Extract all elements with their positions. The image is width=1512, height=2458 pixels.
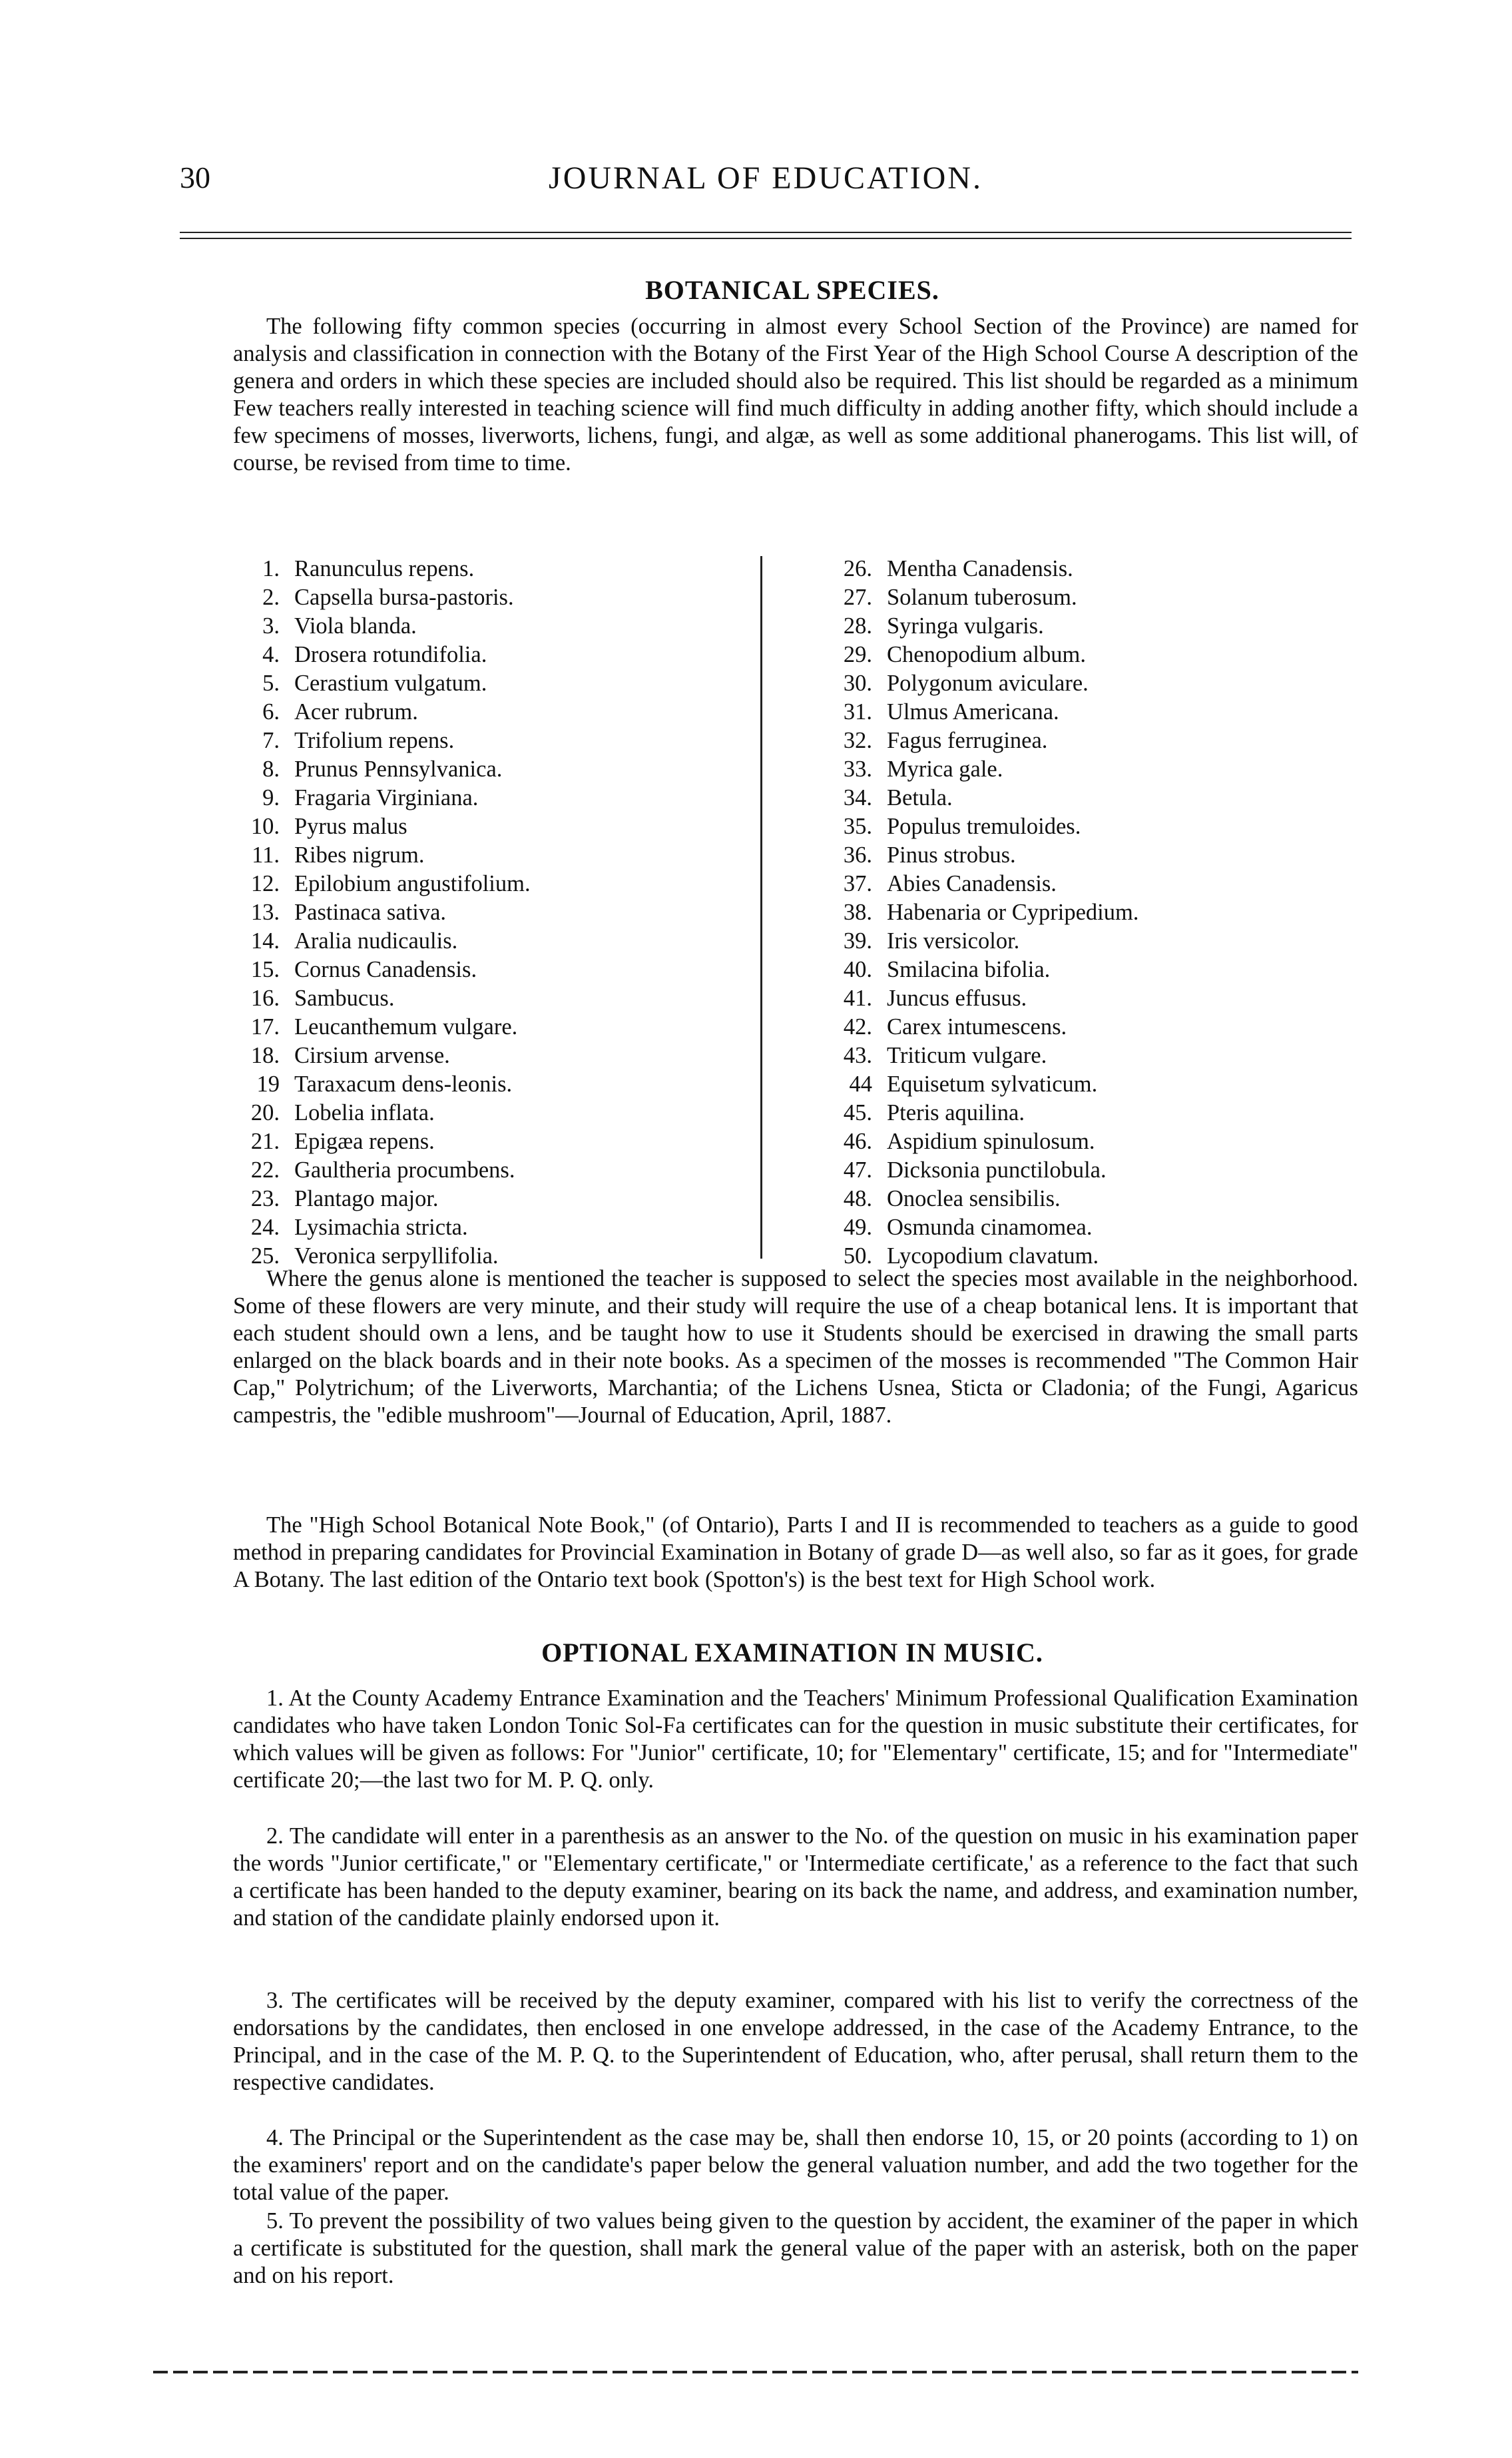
species-name: Abies Canadensis.: [887, 871, 1057, 896]
species-name: Cerastium vulgatum.: [294, 671, 487, 696]
species-number: 14.: [250, 928, 280, 954]
species-name: Gaultheria procumbens.: [294, 1157, 515, 1183]
species-item: [220, 956, 531, 984]
species-name: Ribes nigrum.: [294, 842, 425, 868]
column-divider: [760, 556, 762, 1259]
species-number: 20.: [250, 1100, 280, 1125]
species-item: [812, 1213, 1138, 1242]
species-name: Carex intumescens.: [887, 1014, 1067, 1040]
species-number: 6.: [262, 699, 280, 725]
species-list-left: [220, 555, 531, 1271]
species-name: Juncus effusus.: [887, 986, 1027, 1011]
species-name: Plantago major.: [294, 1186, 439, 1211]
species-number: 19: [256, 1072, 280, 1097]
species-number: 33.: [843, 757, 872, 782]
species-name: Acer rubrum.: [294, 699, 418, 725]
species-number: 43.: [843, 1043, 872, 1068]
species-list-right: [812, 555, 1138, 1271]
botanical-intro: The following fifty common species (occurring in almost every School Section of the Province) are named for analysis and classification in connection with the Botany of the First Year of the High School Course A description of the genera and orders in which these species are included should also be required. This list should be regarded as a minimum Few teachers really interested in teaching science will find much difficulty in adding another fifty, which should include a few specimens of mosses, liverworts, lichens, fungi, and algæ, as well as some additional phanerogams. This list will, of course, be revised from time to time.: [233, 314, 1358, 475]
species-name: Betula.: [887, 785, 953, 810]
species-name: Cirsium arvense.: [294, 1043, 450, 1068]
species-number: 39.: [843, 928, 872, 954]
species-name: Taraxacum dens-leonis.: [294, 1072, 513, 1097]
species-number: 31.: [843, 699, 872, 725]
species-name: Populus tremuloides.: [887, 814, 1081, 839]
species-name: Veronica serpyllifolia.: [294, 1243, 499, 1269]
species-item: [220, 1213, 531, 1242]
species-number: 17.: [250, 1014, 280, 1040]
header-rule: [180, 232, 1352, 233]
species-number: 24.: [250, 1215, 280, 1240]
species-item: [812, 1013, 1138, 1042]
species-number: 35.: [843, 814, 872, 839]
species-name: Smilacina bifolia.: [887, 957, 1051, 982]
species-name: Dicksonia punctilobula.: [887, 1157, 1107, 1183]
species-name: Pteris aquilina.: [887, 1100, 1025, 1125]
species-number: 40.: [843, 957, 872, 982]
species-number: 22.: [250, 1157, 280, 1183]
species-number: 28.: [843, 613, 872, 639]
species-name: Solanum tuberosum.: [887, 585, 1077, 610]
species-item: [220, 1127, 531, 1156]
species-number: 3.: [262, 613, 280, 639]
species-name: Pinus strobus.: [887, 842, 1016, 868]
species-name: Habenaria or Cypripedium.: [887, 900, 1139, 925]
species-item: [812, 669, 1138, 698]
species-name: Mentha Canadensis.: [887, 556, 1073, 581]
music-item-1: 1. At the County Academy Entrance Examination and the Teachers' Minimum Professional Qualification Examination candidates who have taken London Tonic Sol-Fa certificates can for the question in music substitute their certificates, for which values will be given as follows: For "Junior" certificate, 10; for "Elementary" certificate, 15; and for "Intermediate" certificate 20;—the last two for M. P. Q. only.: [233, 1686, 1358, 1793]
species-number: 46.: [843, 1129, 872, 1154]
species-number: 44: [849, 1072, 872, 1097]
species-name: Lobelia inflata.: [294, 1100, 435, 1125]
species-item: [812, 612, 1138, 641]
species-number: 48.: [843, 1186, 872, 1211]
species-name: Epigæa repens.: [294, 1129, 435, 1154]
species-number: 15.: [250, 957, 280, 982]
species-number: 13.: [250, 900, 280, 925]
species-item: [812, 870, 1138, 898]
species-number: 12.: [250, 871, 280, 896]
species-name: Chenopodium album.: [887, 642, 1086, 667]
species-number: 34.: [843, 785, 872, 810]
species-name: Syringa vulgaris.: [887, 613, 1044, 639]
species-item: [812, 1127, 1138, 1156]
species-item: [220, 669, 531, 698]
species-name: Pyrus malus: [294, 814, 407, 839]
species-item: [220, 1042, 531, 1070]
species-item: [812, 755, 1138, 784]
species-name: Sambucus.: [294, 986, 395, 1011]
species-number: 32.: [843, 728, 872, 753]
species-name: Viola blanda.: [294, 613, 417, 639]
species-name: Osmunda cinamomea.: [887, 1215, 1093, 1240]
species-item: [220, 870, 531, 898]
species-name: Fagus ferruginea.: [887, 728, 1048, 753]
species-number: 9.: [262, 785, 280, 810]
species-number: 18.: [250, 1043, 280, 1068]
species-name: Equisetum sylvaticum.: [887, 1072, 1098, 1097]
species-item: [220, 984, 531, 1013]
species-number: 38.: [843, 900, 872, 925]
species-item: [220, 727, 531, 755]
species-number: 42.: [843, 1014, 872, 1040]
species-number: 8.: [262, 757, 280, 782]
species-number: 26.: [843, 556, 872, 581]
species-item: [812, 841, 1138, 870]
species-number: 47.: [843, 1157, 872, 1183]
music-item-2: 2. The candidate will enter in a parenthesis as an answer to the No. of the question on music in his examination paper the words "Junior certificate," or "Elementary certificate," or 'Intermediate certificate,' as a reference to the fact that such a certificate has been handed to the deputy examiner, bearing on its back the name, and address, and examination number, and station of the candidate plainly endorsed upon it.: [233, 1823, 1358, 1931]
species-number: 25.: [250, 1243, 280, 1269]
species-item: [220, 1099, 531, 1127]
species-name: Leucanthemum vulgare.: [294, 1014, 518, 1040]
music-item-3: 3. The certificates will be received by the deputy examiner, compared with his list to verify the correctness of the endorsations by the candidates, then enclosed in one envelope addressed, in the case of the Academy Entrance, to the Principal, and in the case of the M. P. Q. to the Superintendent of Education, who, after perusal, shall return them to the respective candidates.: [233, 1988, 1358, 2095]
species-number: 30.: [843, 671, 872, 696]
page-number: 30: [180, 160, 210, 194]
species-name: Myrica gale.: [887, 757, 1003, 782]
species-number: 29.: [843, 642, 872, 667]
species-number: 49.: [843, 1215, 872, 1240]
species-item: [812, 1185, 1138, 1213]
species-item: [220, 1070, 531, 1099]
species-number: 5.: [262, 671, 280, 696]
species-item: [812, 698, 1138, 727]
species-name: Triticum vulgare.: [887, 1043, 1047, 1068]
species-name: Prunus Pennsylvanica.: [294, 757, 503, 782]
species-item: [220, 927, 531, 956]
species-number: 45.: [843, 1100, 872, 1125]
species-item: [812, 927, 1138, 956]
species-number: 4.: [262, 642, 280, 667]
botanical-heading: BOTANICAL SPECIES.: [645, 275, 939, 305]
species-item: [812, 1070, 1138, 1099]
species-item: [220, 1156, 531, 1185]
species-name: Aspidium spinulosum.: [887, 1129, 1095, 1154]
species-number: 36.: [843, 842, 872, 868]
species-number: 10.: [250, 814, 280, 839]
species-name: Lycopodium clavatum.: [887, 1243, 1099, 1269]
species-number: 23.: [250, 1186, 280, 1211]
species-item: [220, 1013, 531, 1042]
species-name: Aralia nudicaulis.: [294, 928, 458, 954]
botanical-genus-paragraph: Where the genus alone is mentioned the teacher is supposed to select the species most available in the neighborhood. Some of these flowers are very minute, and their study will require the use of a cheap botanical lens. It is important that each student should own a lens, and be taught how to use it Students should be exercised in drawing the small parts enlarged on the black boards and in their note books. As a specimen of the mosses is recommended "The Common Hair Cap," Polytrichum; of the Liverworts, Marchantia; of the Lichens Usnea, Sticta or Cladonia; of the Fungi, Agaricus campestris, the "edible mushroom"—Journal of Education, April, 1887.: [233, 1266, 1358, 1428]
species-item: [220, 583, 531, 612]
species-name: Drosera rotundifolia.: [294, 642, 487, 667]
species-name: Polygonum aviculare.: [887, 671, 1089, 696]
species-item: [220, 812, 531, 841]
species-name: Lysimachia stricta.: [294, 1215, 468, 1240]
species-number: 21.: [250, 1129, 280, 1154]
species-name: Ranunculus repens.: [294, 556, 475, 581]
species-item: [220, 841, 531, 870]
music-item-5: 5. To prevent the possibility of two values being given to the question by accident, the examiner of the paper in which a certificate is substituted for the question, shall mark the general value of the paper with an asterisk, both on the paper and on his report.: [233, 2208, 1358, 2288]
species-name: Cornus Canadensis.: [294, 957, 477, 982]
species-number: 41.: [843, 986, 872, 1011]
species-item: [220, 641, 531, 669]
footer-rule: [153, 2371, 1358, 2373]
species-name: Trifolium repens.: [294, 728, 455, 753]
species-item: [812, 956, 1138, 984]
species-item: [812, 812, 1138, 841]
music-item-4: 4. The Principal or the Superintendent as the case may be, shall then endorse 10, 15, or 20 points (according to 1) on the examiners' report and on the candidate's paper below the general valuation number, and add the two together for the total value of the paper.: [233, 2125, 1358, 2205]
species-name: Capsella bursa-pastoris.: [294, 585, 514, 610]
species-item: [220, 784, 531, 812]
species-item: [812, 1099, 1138, 1127]
species-item: [812, 784, 1138, 812]
page-header: [180, 160, 1352, 213]
species-number: 1.: [262, 556, 280, 581]
species-item: [812, 898, 1138, 927]
species-name: Pastinaca sativa.: [294, 900, 447, 925]
species-item: [812, 555, 1138, 583]
species-number: 16.: [250, 986, 280, 1011]
species-name: Epilobium angustifolium.: [294, 871, 531, 896]
species-item: [220, 612, 531, 641]
species-number: 11.: [252, 842, 280, 868]
botanical-notebook-paragraph: The "High School Botanical Note Book," (of Ontario), Parts I and II is recommended to teachers as a guide to good method in preparing candidates for Provincial Examination in Botany of grade D—as well also, so far as it goes, for grade A Botany. The last edition of the Ontario text book (Spotton's) is the best text for High School work.: [233, 1512, 1358, 1592]
species-number: 50.: [843, 1243, 872, 1269]
species-item: [812, 727, 1138, 755]
species-item: [220, 1185, 531, 1213]
species-number: 27.: [843, 585, 872, 610]
species-item: [220, 898, 531, 927]
species-item: [812, 583, 1138, 612]
species-item: [812, 984, 1138, 1013]
species-name: Fragaria Virginiana.: [294, 785, 479, 810]
species-item: [812, 1156, 1138, 1185]
species-item: [220, 698, 531, 727]
species-number: 2.: [262, 585, 280, 610]
species-number: 37.: [843, 871, 872, 896]
species-item: [812, 641, 1138, 669]
species-item: [220, 755, 531, 784]
species-name: Onoclea sensibilis.: [887, 1186, 1061, 1211]
species-item: [220, 555, 531, 583]
species-name: Iris versicolor.: [887, 928, 1020, 954]
journal-title: JOURNAL OF EDUCATION.: [549, 160, 983, 196]
species-name: Ulmus Americana.: [887, 699, 1059, 725]
species-number: 7.: [262, 728, 280, 753]
species-item: [812, 1042, 1138, 1070]
music-heading: OPTIONAL EXAMINATION IN MUSIC.: [541, 1638, 1043, 1668]
